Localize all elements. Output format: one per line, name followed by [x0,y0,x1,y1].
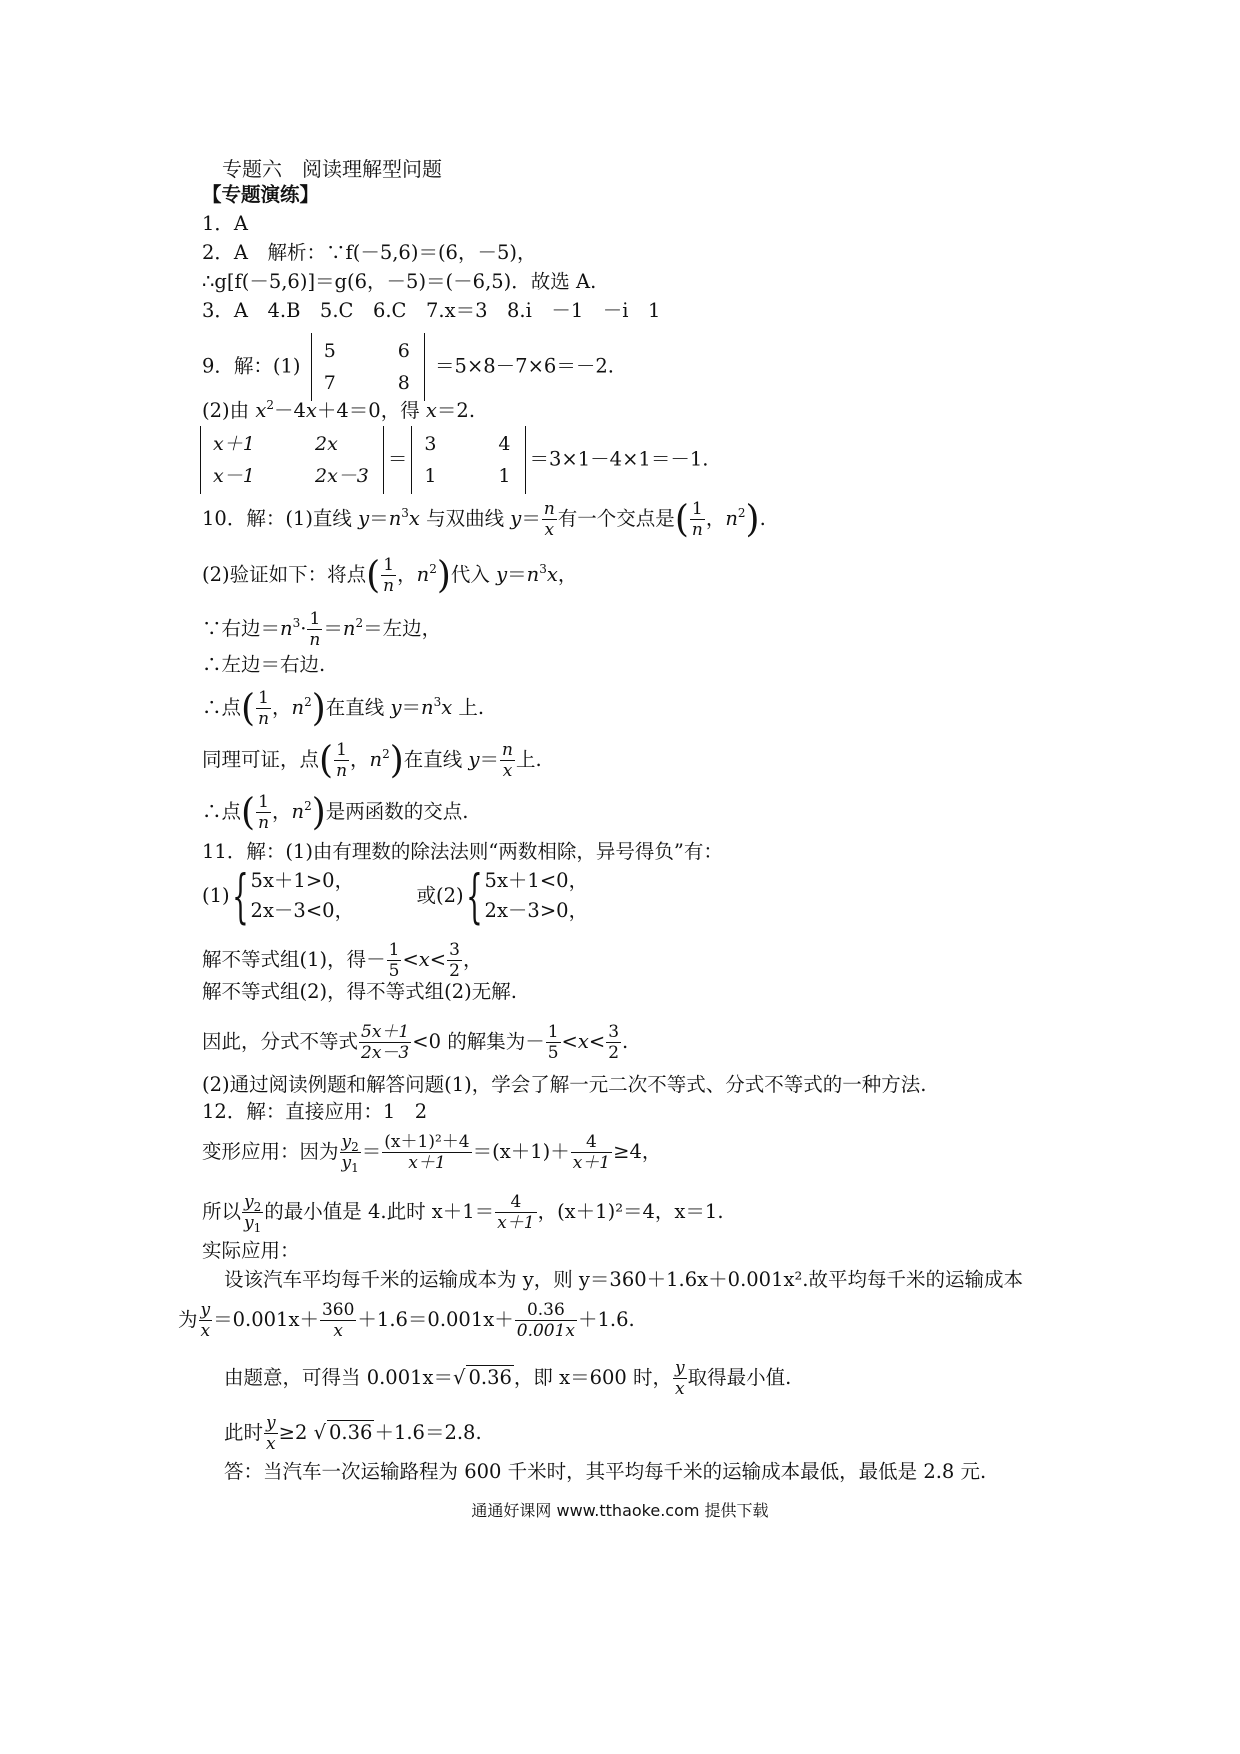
answer-12-practical: 实际应用： [202,1239,300,1262]
answer-10-similar: 同理可证，点( $\frac{1}{n}$ ，$n^2$)在直线 y＝ $\frac{n}{x}$ 上. [202,738,542,782]
answer-12-avg-cost: 为 $\frac{y}{x}$ ＝0.001x＋ $\frac{360}{x}$ ＋1.6＝0.001x＋ $\frac{0.36}{0.001x}$ ＋1.6. [178,1300,635,1341]
answer-9-determinants: x＋1 2x x－1 2x－3 ＝ 3 4 1 1 ＝3×1－4×1＝－1. [196,426,708,494]
answer-9: 9．解：(1) 5 6 7 8 ＝5×8－7×6＝－2. [202,333,614,401]
answer-11-solve1: 解不等式组(1)，得－ $\frac{1}{5}$ <x< $\frac{3}{2}$ ， [202,940,483,981]
answer-1: 1．A [202,212,248,235]
answer-11-systems: (1){ 5x＋1>0， 2x－3<0， 或(2){ 5x＋1<0， 2x－3>0， [202,862,589,930]
answer-10-on-line: ∴点( $\frac{1}{n}$ ，$n^2$)在直线 $y=n^3x$ 上. [202,686,485,730]
answer-10: 10．解：(1)直线 $y=n^3x$ 与双曲线 y＝ $\frac{n}{x}$ 有一个交点是( $\frac{1}{n}$ ，$n^2$). [202,497,766,541]
determinant-2: x＋1 2x x－1 2x－3 [200,426,384,494]
answer-12-min: 所以 $\frac{y_2}{y_1}$ 的最小值是 4.此时 x＋1＝ $\frac{4}{x+1}$ ，(x＋1)²＝4，x＝1. [202,1192,724,1235]
answer-11-part2: (2)通过阅读例题和解答问题(1)，学会了解一元二次不等式、分式不等式的一种方法. [202,1073,927,1096]
answer-10-intersection: ∴点( $\frac{1}{n}$ ，$n^2$)是两函数的交点. [202,790,469,834]
answer-12-transform: 变形应用：因为 $\frac{y_2}{y_1}$ ＝ $\frac{\text{(x＋1)²＋4}}{x+1}$ ＝(x＋1)＋ $\frac{4}{x+1}$ ≥4， [202,1132,662,1175]
answer-12-condition: 由题意，可得当 0.001x＝√ 0.36 ，即 x＝600 时， $\frac{y}{x}$ 取得最小值. [224,1358,792,1399]
answer-12-final: 答：当汽车一次运输路程为 600 千米时，其平均每千米的运输成本最低，最低是 2.8 元. [224,1460,987,1483]
answer-10-right: ∵右边$=n^3\cdot$ $\frac{1}{n}$ $=n^2=$左边， [202,609,442,650]
answer-12: 12．解：直接应用：1 2 [202,1100,428,1123]
determinant-3: 3 4 1 1 [411,426,525,494]
determinant-1: 5 6 7 8 [311,333,425,401]
answer-10-verify: (2)验证如下：将点( $\frac{1}{n}$ ，$n^2$)代入 $y=n^3x$， [202,553,578,597]
answer-12-cost: 设该汽车平均每千米的运输成本为 y，则 y＝360＋1.6x＋0.001x².故平均每千米的运输成本 [224,1268,1023,1291]
answer-11-solve2: 解不等式组(2)，得不等式组(2)无解. [202,980,517,1003]
answer-9-line2: (2)由 $x^2-4x+4=0$，得 x＝2. [202,398,476,422]
answer-2: 2．A 解析：∵f(－5,6)＝(6，－5)， [202,241,537,264]
answer-2-line2: ∴g[f(－5,6)]＝g(6，－5)＝(－6,5)．故选 A. [202,270,597,293]
answer-11-solution-set: 因此，分式不等式 $\frac{5x+1}{2x-3}$ <0 的解集为－ $\frac{1}{5}$ <x< $\frac{3}{2}$ . [202,1022,629,1063]
answer-11: 11．解：(1)由有理数的除法法则“两数相除，异号得负”有： [202,840,723,863]
answer-12-result: 此时 $\frac{y}{x}$ ≥2 √ 0.36 ＋1.6＝2.8. [224,1413,482,1454]
doc-title: 专题六 阅读理解型问题 [222,157,442,181]
answers-3-8: 3．A 4.B 5.C 6.C 7.x＝3 8.i －1 －i 1 [202,299,661,322]
section-heading: 【专题演练】 [202,183,320,206]
page-footer: 通通好课网 www.tthaoke.com 提供下载 [471,1501,769,1520]
answer-10-equal: ∴左边＝右边. [202,653,326,676]
